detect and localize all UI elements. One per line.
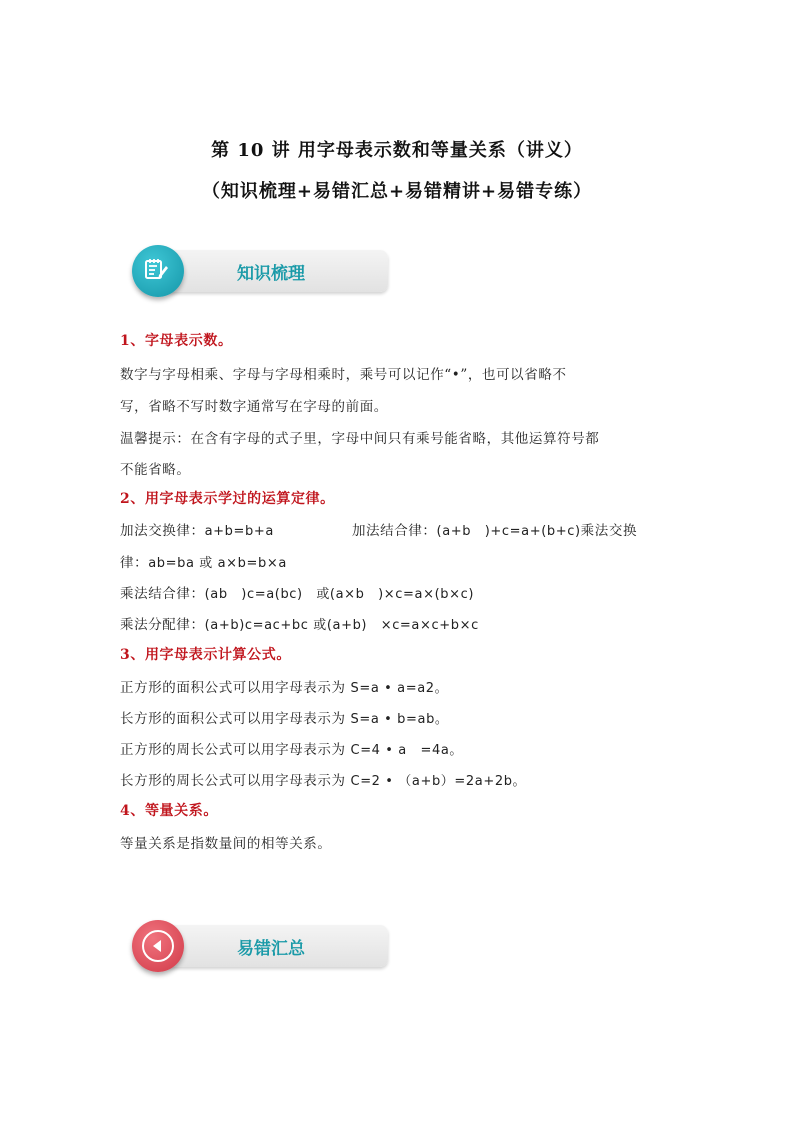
play-back-icon	[144, 932, 172, 960]
law-label: 乘法交换	[580, 523, 638, 539]
law-formula: (a+b )+c=a+(b+c)	[436, 524, 581, 539]
section-banner-knowledge	[120, 247, 390, 297]
formula-line-1	[120, 676, 448, 696]
law-line-1	[120, 519, 637, 539]
paragraph-1d: 不能省略。	[120, 462, 191, 478]
formula: S=a • b=ab。	[350, 712, 449, 727]
law-line-4	[120, 613, 479, 633]
heading-1: 1、字母表示数。	[120, 333, 233, 349]
section-label-errors: 易错汇总	[237, 939, 305, 959]
formula-line-4	[120, 769, 526, 789]
badge-ring	[142, 930, 174, 962]
law-formula: (ab )c=a(bc) 或(a×b )×c=a×(b×c)	[204, 587, 475, 602]
heading-2: 2、用字母表示学过的运算定律。	[120, 491, 335, 507]
formula: C=2 • （a+b）=2a+2b。	[350, 774, 527, 789]
formula-label: 正方形的面积公式可以用字母表示为	[120, 680, 346, 696]
law-formula: ab=ba 或 a×b=b×a	[148, 556, 287, 571]
formula: C=4 • a =4a。	[350, 743, 463, 758]
banner-badge	[132, 920, 184, 972]
law-formula: (a+b)c=ac+bc 或(a+b) ×c=a×c+b×c	[204, 618, 479, 633]
section-label-knowledge: 知识梳理	[237, 264, 305, 284]
page-subtitle: （知识梳理+易错汇总+易错精讲+易错专练）	[201, 181, 593, 202]
page-title: 第 10 讲 用字母表示数和等量关系（讲义）	[211, 140, 583, 161]
formula-label: 正方形的周长公式可以用字母表示为	[120, 742, 346, 758]
formula-line-3	[120, 738, 463, 758]
law-label: 乘法分配律：	[120, 617, 205, 633]
law-line-2	[120, 551, 287, 571]
paragraph-1c: 温馨提示：在含有字母的式子里，字母中间只有乘号能省略，其他运算符号都	[120, 431, 600, 447]
heading-4: 4、等量关系。	[120, 803, 218, 819]
law-line-3	[120, 582, 474, 602]
formula: S=a • a=a2。	[350, 681, 449, 696]
law-label: 乘法结合律：	[120, 586, 205, 602]
paragraph-1b: 写，省略不写时数字通常写在字母的前面。	[120, 399, 388, 415]
law-formula: a+b=b+a	[204, 524, 274, 539]
law-label: 加法结合律：	[351, 523, 437, 539]
banner-badge	[132, 245, 184, 297]
notepad-pen-icon	[142, 255, 170, 283]
paragraph-4: 等量关系是指数量间的相等关系。	[120, 836, 332, 852]
formula-label: 长方形的周长公式可以用字母表示为	[120, 773, 346, 789]
law-label: 加法交换律：	[120, 523, 205, 539]
badge-ring	[142, 255, 174, 287]
paragraph-1a: 数字与字母相乘、字母与字母相乘时，乘号可以记作“•”，也可以省略不	[120, 367, 567, 383]
section-banner-errors	[120, 922, 390, 972]
formula-label: 长方形的面积公式可以用字母表示为	[120, 711, 346, 727]
heading-3: 3、用字母表示计算公式。	[120, 647, 291, 663]
law-label: 律：	[120, 555, 149, 571]
formula-line-2	[120, 707, 449, 727]
